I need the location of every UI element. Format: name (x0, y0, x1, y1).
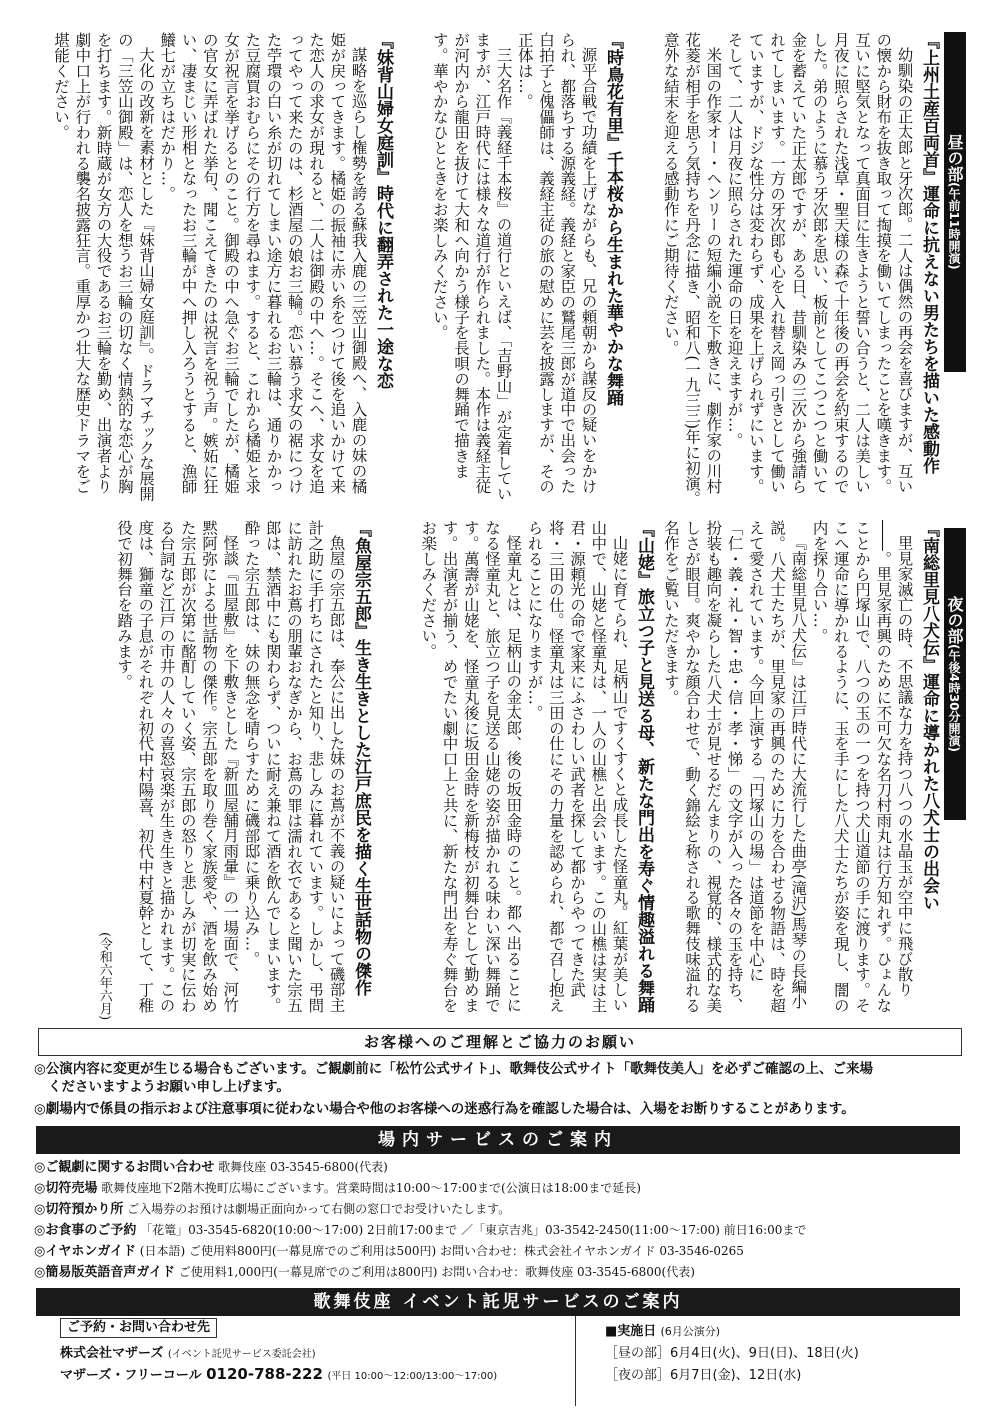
day-article-2-p2: 三大名作『義経千本桜』の道行といえば、「吉野山」が定着していますが、江戸時代には様々な道行が作られました。本作は義経主従が河内から龍田を抜けて大和へ向かう様子を長唄の舞踊で描きます。華やかなひとときをお楽しみください。 (430, 32, 513, 502)
notice-line-1a: ◎公演内容に変更が生じる場合もございます。ご観劇前に「松竹公式サイト」、歌舞伎公式サイト「歌舞伎美人」を必ずご確認の上、ご来場 (34, 1061, 874, 1077)
service-title: 場内サービスのご案内 (36, 1126, 960, 1154)
service-row-english-guide-label: ◎簡易版英語音声ガイド (34, 1265, 175, 1280)
service-row-inquiry-label: ◎ご観劇に関するお問い合わせ (34, 1160, 215, 1175)
service-row-english-guide (34, 1263, 969, 1282)
freecall-number: 0120-788-222 (206, 1365, 323, 1383)
day-article-2 (396, 32, 624, 507)
service-row-earphone-text: (日本語) ご使用料800円(一幕見席でのご利用は500円) お問い合わせ：株式会社イヤホンガイド 03-3546-0265 (139, 1244, 744, 1258)
night-article-2-p2: 怪童丸とは、足柄山の金太郎、後の坂田金時のこと。都へ出ることになる怪童丸と、旅立つ子を見送る山姥の姿が描かれる味わい深い舞踊です。萬壽が山姥を、怪童丸後に坂田金時を新梅枝が初舞台として勤めます。出演者が揃う、めでたい劇中口上と共に、新たな門出を寿ぐ舞台をお楽しみください。 (419, 520, 523, 1013)
night-article-2-title: 『山姥』旅立つ子と見送る母、新たな門出を寿ぐ情趣溢れる舞踊 (634, 520, 654, 1013)
notice-line-1b: くださいますようお願い申し上げます。 (48, 1079, 290, 1095)
day-article-1 (628, 32, 940, 507)
notice-line-1 (34, 1060, 969, 1096)
day-article-1-p1: 幼馴染の正太郎と牙次郎。二人は偶然の再会を喜びますが、互いの懐から財布を抜き取って掏摸を働いてしまったことを嘆きます。互いに堅気となって真面目に生きようと誓い合うと、二人は美しい月夜に照らされた浅草・聖天様の森で十年後の再会を約束するのでした。弟のように慕う牙次郎を思い、板前としてこつこつと働いて金を蓄えていた正太郎ですが、ある日、昔馴染みの三次から強請られてしまいます。一方の牙次郎も心を入れ替え岡っ引きとして働いていますが、ドジな性分は変わらず、成果を上げられずにいます。そして、二人は月夜に照らされた運命の日を迎えますが…。 (725, 32, 914, 494)
day-article-3 (32, 32, 394, 507)
night-article-3-p2: 怪談『皿屋敷』を下敷きとした『新皿屋舗月雨暈』の一場面で、河竹黙阿弥による世話物の傑作。宗五郎を取り巻く家族愛や、酒を飲み始めた宗五郎が次第に酩酊していく姿、宗五郎の怒りと悲しみが切実に伝わる台詞など江戸の市井の人々の喜怒哀楽が生き生きと描かれます。この度は、獅童の子息がそれぞれ初代中村陽喜、初代中村夏幹として、丁稚役で初舞台を踏みます。 (115, 520, 240, 1013)
day-section-band (944, 32, 966, 372)
childcare-title: 歌舞伎座 イベント託児サービスのご案内 (36, 1288, 960, 1316)
service-row-english-guide-text: ご使用料1,000円(一幕見席でのご利用は800円) お問い合わせ：歌舞伎座 03-3545-6800(代表) (178, 1265, 695, 1279)
service-row-inquiry-text: 歌舞伎座 03-3545-6800(代表) (218, 1160, 388, 1174)
day-band-label: 昼の部 (945, 134, 964, 183)
day-article-1-p2: 米国の作家オー・ヘンリーの短編小説を下敷きに、劇作家の川村花菱が相手を思う気持ちを丹念に描き、昭和八(一九三三)年に初演。意外な結末を迎える感動作にご期待ください。 (661, 32, 723, 507)
freecall-hours: (平日 10:00～12:00/13:00～17:00) (327, 1371, 498, 1382)
night-article-3 (32, 520, 372, 1020)
service-row-dining (34, 1221, 969, 1240)
night-article-2-p1: 山姥に育てられ、足柄山ですくすくと成長した怪童丸。紅葉が美しい山中で、山姥と怪童丸は、一人の山樵と出会います。この山樵は実は主君・源頼光の命で家来にふさわしい武者を探して都からやってきた武将・三田の仕。怪童丸は三田の仕にその力量を認められ、都で召し抱えられることになりますが…。 (525, 520, 629, 1013)
service-row-dining-text: 「花篭」03-3545-6820(10:00～17:00) 2日前17:00まで ／「東京吉兆」03-3542-2450(11:00～17:00) 前日16:00まで (140, 1223, 807, 1237)
day-article-1-title: 『上州土産百両首』運命に抗えない男たちを描いた感動作 (919, 32, 939, 474)
night-article-1-p1: 里見家滅亡の時、不思議な力を持つ八つの水晶玉が空中に飛び散り――。里見家再興のために不可欠な名刀村雨丸は行方知れず。ひょんなことから円塚山で、八つの玉の一つを持つ犬山道節の手に渡ります。そこへ運命に導かれるように、玉を手にした八犬士たちが姿を現し、闇の内を探り合い…。 (810, 520, 914, 1013)
dates-title: ■実施日 (605, 1324, 657, 1339)
service-row-dining-label: ◎お食事のご予約 (34, 1223, 137, 1238)
night-article-1-title: 『南総里見八犬伝』運命に導かれた八犬士の出会い (919, 520, 939, 911)
notice-title: お客様へのご理解とご協力のお願い (38, 1028, 962, 1056)
company-note: (イベント託児サービス委託会社) (167, 1349, 316, 1360)
dates-note: (6月公演分) (660, 1325, 721, 1338)
service-row-ticket-label: ◎切符売場 (34, 1181, 98, 1196)
day-article-3-p2: 大化の改新を素材とした『妹背山婦女庭訓』。ドラマチックな展開の「三笠山御殿」は、恋人を想うお三輪の切なく情熱的な恋心が胸を打ちます。新時蔵が女方の大役であるお三輪を勤め、出演者より劇中口上が行われる襲名披露狂言。重厚かつ壮大な歴史ドラマをご堪能ください。 (52, 32, 156, 502)
day-article-2-p1: 源平合戦で功績を上げながらも、兄の頼朝から謀反の疑いをかけられ、都落ちする源義経。義経と家臣の鷲尾三郎が道中で出会った白拍子と傀儡師は、義経主従の旅の慰めに芸を披露しますが、その正体は…。 (515, 32, 598, 494)
company-name: 株式会社マザーズ (60, 1346, 164, 1361)
issue-date: (令和六年六月) (96, 931, 112, 1020)
service-row-ticket (34, 1179, 969, 1198)
service-row-ticket-deposit-text: ご入場券のお預けは劇場正面向かって右側の窓口でお受けいたします。 (127, 1202, 511, 1216)
night-article-2 (375, 520, 655, 1020)
contact-freecall (60, 1364, 497, 1383)
notice-line-2: ◎劇場内で係員の指示および注意事項に従わない場合や他のお客様への迷惑行為を確認した場合は、入場をお断りすることがあります。 (34, 1101, 855, 1117)
contact-tag: ご予約・お問い合わせ先 (60, 1318, 217, 1338)
service-row-earphone-label: ◎イヤホンガイド (34, 1244, 136, 1259)
service-row-ticket-deposit-label: ◎切符預かり所 (34, 1202, 124, 1217)
night-band-label: 夜の部 (945, 595, 964, 644)
childcare-divider (575, 1316, 576, 1406)
night-dates: ［夜の部］6月7日(金)、12日(水) (605, 1368, 802, 1383)
day-article-3-p1: 謀略を巡らし権勢を誇る蘇我入鹿の三笠山御殿へ、入鹿の妹の橘姫が戻ってきます。橘姫の振袖に赤い糸をつけて後を追いかけて来た恋人の求女が現れると、二人は御殿の中へ…。そこへ、求女を追ってやって来たのは、杉酒屋の娘お三輪。恋い慕う求女の裾につけた苧環の白い糸が切れてしまい途方に暮れるお三輪は、通りかかった豆腐買おむらにその行方を尋ねます。すると、これから橘姫と求女が祝言を挙げるとのこと。御殿の中へ急ぐお三輪でしたが、橘姫の官女に弄ばれた挙句、聞こえてきたのは祝言を祝う声。嫉妬に狂い、凄まじい形相となったお三輪が中へ押し入ろうとすると、漁師鱶七が立ちはだかり…。 (158, 32, 368, 494)
service-row-ticket-text: 歌舞伎座地下2階木挽町広場にございます。営業時間は10:00～17:00まで(公演日は18:00まで延長) (101, 1181, 641, 1195)
service-row-ticket-deposit (34, 1200, 969, 1219)
night-article-1-p2: 『南総里見八犬伝』は江戸時代に大流行した曲亭(滝沢)馬琴の長編小説。八犬士たちが、里見家の再興のために力を合わせる物語は、時を超えて愛されています。今回上演する「円塚山の場」は道節を中心に「仁・義・礼・智・忠・信・孝・悌」の文字が入った各々の玉を持ち、扮装も趣向を凝らした八犬士が見せるだんまりの、視覚的、様式的な美しさが眼目。爽やかな顔合わせで、動く錦絵と称される歌舞伎味溢れる名作をご覧いただきます。 (661, 520, 808, 1013)
night-article-3-p1: 魚屋の宗五郎は、奉公に出した妹のお蔦が不義の疑いによって磯部主計之助に手打ちにされたと知り、悲しみに暮れています。しかし、弔問に訪れたお蔦の朋輩おなぎから、お蔦の罪は濡れ衣であると聞いた宗五郎は、禁酒中にも関わらず、ついに耐え兼ねて酒を飲んでしまいます。酔った宗五郎は、妹の無念を晴らすために磯部邸に乗り込み…。 (242, 520, 346, 1013)
night-article-3-title: 『魚屋宗五郎』生き生きとした江戸庶民を描く生世話物の傑作 (351, 520, 371, 996)
contact-company (60, 1342, 316, 1361)
day-band-time: (午前11時開演) (947, 182, 961, 270)
service-row-earphone (34, 1242, 969, 1261)
service-row-inquiry (34, 1158, 969, 1177)
night-section-band (944, 528, 966, 820)
night-article-1 (658, 520, 940, 1020)
night-band-time: (午後4時30分開演) (947, 643, 961, 753)
day-article-2-title: 『時鳥花有里』千本桜から生まれた華やかな舞踊 (603, 32, 623, 406)
day-dates: ［昼の部］6月4日(火)、9日(日)、18日(火) (605, 1346, 859, 1361)
freecall-label: マザーズ・フリーコール (60, 1368, 202, 1383)
dates-header (605, 1320, 720, 1339)
day-article-3-title: 『妹背山婦女庭訓』時代に翻弄された一途な恋 (373, 32, 393, 389)
